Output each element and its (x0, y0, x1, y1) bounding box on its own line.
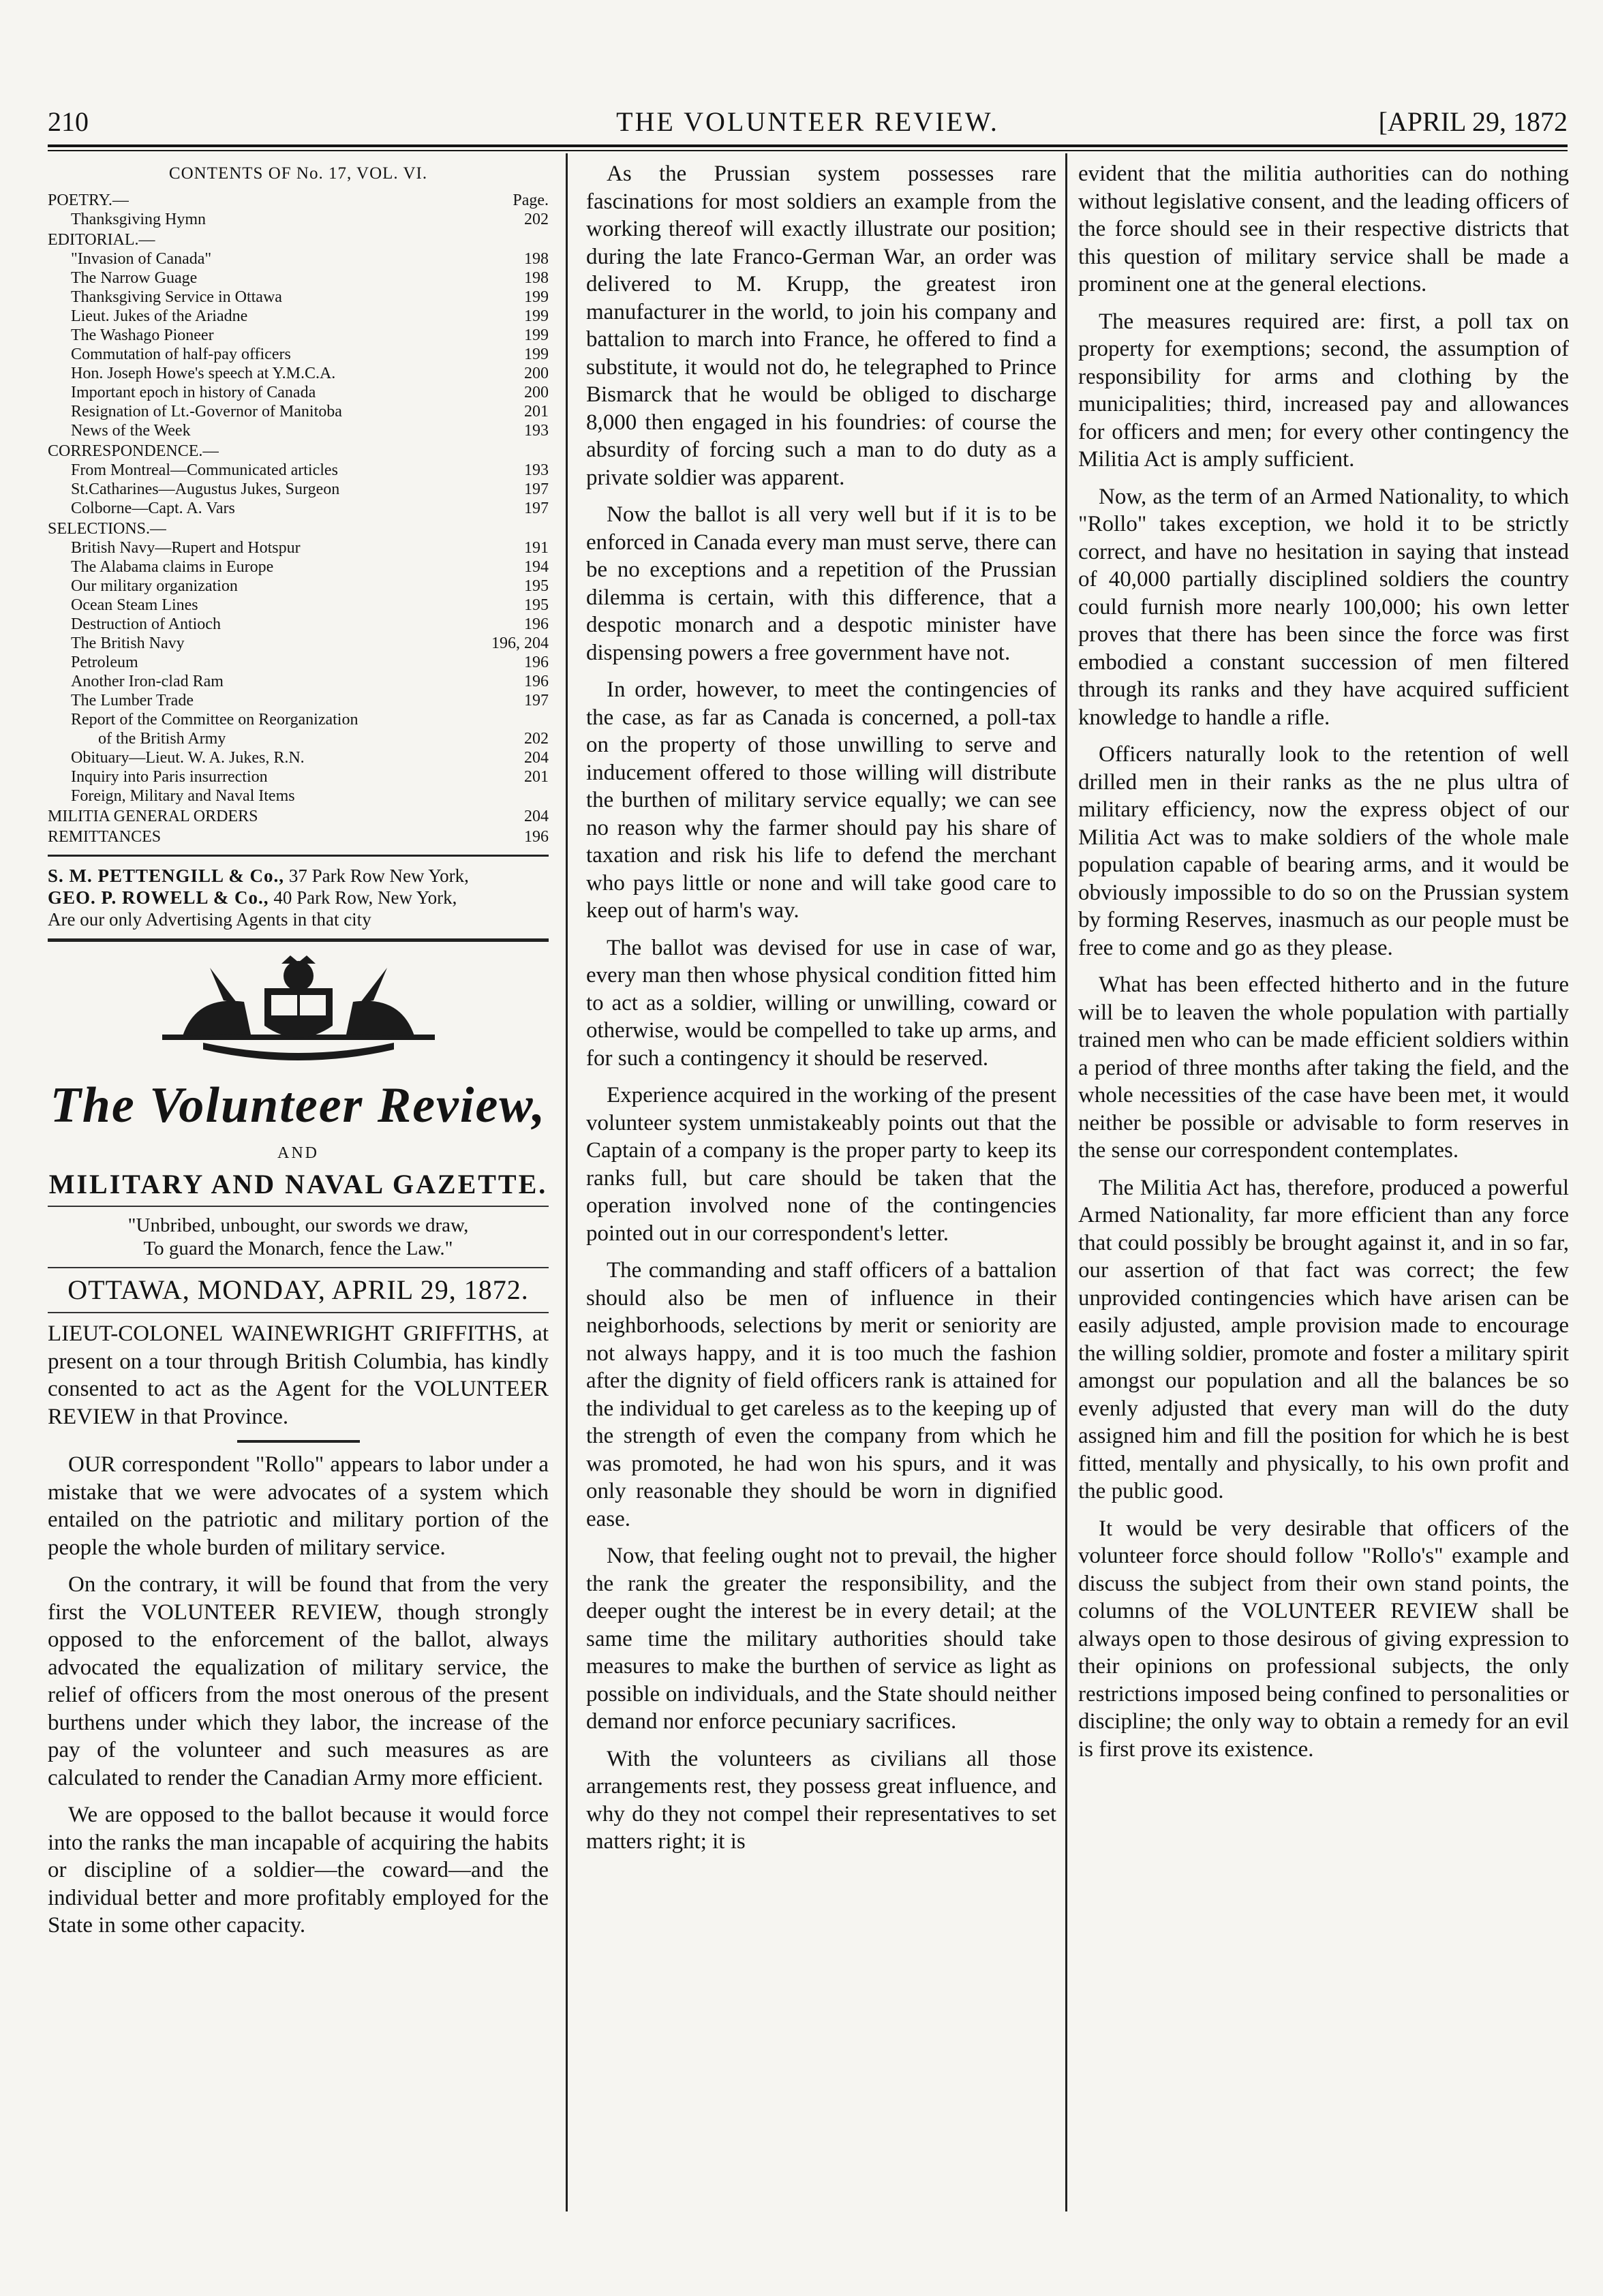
column-3 (1078, 160, 1569, 2211)
toc-entry: Petroleum 196 (71, 653, 549, 671)
article-paragraph: What has been effected hitherto and in the future will be to leaven the whole population with partially trained men who can be made efficient soldiers within a period of three months after taking the field, and the whole necessities of the case have been met, it would neither be possible or advisable to form reserves in the sense our correspondent contemplates. (1078, 973, 1569, 1163)
toc-entry: "Invasion of Canada" 198 (71, 249, 549, 268)
toc-entry: The British Navy 196, 204 (71, 634, 549, 652)
agent-1: S. M. PETTENGILL & Co., 37 Park Row New York, (48, 865, 469, 886)
dateline: OTTAWA, MONDAY, APRIL 29, 1872. (67, 1274, 529, 1305)
article-paragraph: As the Prussian system possesses rare fascinations for most soldiers an example from the working thereof will exactly illustrate our position; during the late Franco-German War, an order was delivered to M. Krupp, the greatest iron manufacturer in the world, to join his company and battalion to march into France, he offered to find a substitute, it would not do, he telegraphed to Prince Bismarck that he would be obliged to discharge 8,000 then engaged in his foundries: of course the absurdity of forcing such a man to do duty as a private soldier was apparent. (586, 162, 1056, 490)
divider (48, 855, 549, 857)
table-of-contents (48, 191, 549, 846)
motto: "Unbribed, unbought, our swords we draw, To guard the Monarch, fence the Law." (127, 1214, 469, 1259)
toc-entry: The Washago Pioneer 199 (71, 326, 549, 344)
toc-section-heading: EDITORIAL.— (48, 230, 155, 249)
toc-entry: From Montreal—Communicated articles 193 (71, 461, 549, 479)
toc-entry: of the British Army 202 (98, 729, 549, 748)
article-paragraph: Officers naturally look to the retention of well drilled men in their ranks as the ne plus ultra of military efficiency, now the express object of our Militia Act was to make soldiers of the whole male population capable of bearing arms, and it would be obviously impossible to do so on the Prussian system by forming Reserves, inasmuch as our people must be free to come and go as they please. (1078, 742, 1569, 960)
toc-entry: Important epoch in history of Canada 200 (71, 383, 549, 401)
running-header (48, 106, 1568, 147)
article-paragraph: Experience acquired in the working of the present volunteer system unmistakeably points out that the Captain of a company is the proper party to keep its ranks full, but care should be taken that the operation involved none of the contingencies pointed out in our correspondent's letter. (586, 1083, 1056, 1246)
advertising-agents (48, 865, 549, 930)
article-paragraph: Now the ballot is all very well but if it is to be enforced in Canada every man must serve, there can be no exceptions and a repetition of the Prussian dilemma is certain, with this difference, that a despotic monarch and a despotic minister have dispensing powers a free government have not. (586, 502, 1056, 665)
article-paragraph: With the volunteers as civilians all those arrangements rest, they possess great influence, and why do they not compel their representatives to set matters right; it is (586, 1746, 1056, 1854)
article-paragraph: The measures required are: first, a poll tax on property for exemptions; second, the assumption of responsibility for arms and clothing by the municipalities; third, increased pay and allowances for officers and men; for every other contingency the Militia Act is amply sufficient. (1078, 309, 1569, 472)
toc-entry: Inquiry into Paris insurrection 201 (71, 767, 549, 786)
toc-section-heading: MILITIA GENERAL ORDERS 204 (48, 807, 549, 825)
toc-section-heading: REMITTANCES 196 (48, 827, 549, 846)
toc-entry: The Lumber Trade 197 (71, 691, 549, 709)
toc-entry: St.Catharines—Augustus Jukes, Surgeon 197 (71, 480, 549, 498)
article-paragraph: In order, however, to meet the contingencies of the case, as far as Canada is concerned, a poll-tax on the property of those unwilling to serve and inducement offered to those willing will distribute the burthen of military service equally; we can see no reason why the farmer should pay his share of taxation and risk his life to defend the merchant who pays little or none and will take good care to keep out of harm's way. (586, 677, 1056, 923)
toc-entry: The Narrow Guage 198 (71, 269, 549, 287)
toc-entry: Destruction of Antioch 196 (71, 615, 549, 633)
toc-section-heading: POETRY.— Page. (48, 191, 549, 209)
masthead-subtitle: MILITARY AND NAVAL GAZETTE. (48, 1169, 548, 1199)
toc-section-heading: CORRESPONDENCE.— (48, 442, 219, 460)
article-paragraph: Now, as the term of an Armed Nationality, to which "Rollo" takes exception, we hold it to be strictly correct, and have no hesitation in saying that instead of 40,000 partially disciplined soldiers the country could furnish more nearly 100,000; his own letter proves that there has been since the force was first embodied a constant succession of men filtered through its ranks and they have acquired sufficient knowledge to handle a rifle. (1078, 484, 1569, 730)
toc-entry: Thanksgiving Hymn 202 (71, 210, 549, 228)
divider (48, 1206, 549, 1207)
agent-2: GEO. P. ROWELL & Co., 40 Park Row, New York, (48, 887, 457, 908)
masthead-title: The Volunteer Review, (50, 1077, 547, 1133)
masthead-and: AND (277, 1144, 319, 1162)
running-date: [APRIL 29, 1872 (1378, 106, 1568, 137)
toc-entry: Foreign, Military and Naval Items (71, 786, 295, 805)
toc-section-heading: SELECTIONS.— (48, 519, 166, 538)
toc-entry: Another Iron-clad Ram 196 (71, 672, 549, 690)
toc-entry: Resignation of Lt.-Governor of Manitoba 201 (71, 402, 549, 420)
header-rule-thin (48, 150, 1568, 151)
toc-entry: Report of the Committee on Reorganization (71, 710, 358, 729)
agents-note: Are our only Advertising Agents in that city (48, 908, 371, 930)
toc-entry: News of the Week 193 (71, 421, 549, 440)
toc-entry: Commutation of half-pay officers 199 (71, 345, 549, 363)
article-paragraph: The commanding and staff officers of a battalion should also be men of influence in their neighborhoods, selections by merit or seniority are not always happy, and it is too much the fashion after the dignity of field officers rank is attained for the individual to get careless as to the keeping up of the strength of even the company from which he was promoted, he had won his spurs, and it was only reasonable they should be worn in dignified ease. (586, 1258, 1056, 1531)
article-paragraph: It would be very desirable that officers of the volunteer force should follow "Rollo's" example and discuss the subject from their own stand points, the columns of the VOLUNTEER REVIEW shall be always open to those desirous of giving expression to their opinions on professional subjects, the only restrictions imposed being confined to personalities or discipline; the only way to obtain a remedy for an evil is first prove its existence. (1078, 1516, 1569, 1762)
article-paragraph: Now, that feeling ought not to prevail, the higher the rank the greater the responsibility, and the deeper ought the interest be in every detail; at the same time the military authorities should take measures to make the burthen of service as light as possible on individuals, and the State should neither demand nor enforce pecuniary sacrifices. (586, 1544, 1056, 1734)
divider (48, 1312, 549, 1313)
toc-entry: Hon. Joseph Howe's speech at Y.M.C.A. 200 (71, 364, 549, 382)
column-1 (48, 160, 549, 2211)
royal-crest-emblem (135, 954, 462, 1070)
column-2 (586, 160, 1056, 2211)
notice-paragraph: LIEUT-COLONEL WAINEWRIGHT GRIFFITHS, at present on a tour through British Columbia, has kindly consented to act as the Agent for the VOLUNTEER REVIEW in that Province. (48, 1321, 549, 1429)
column-divider-2 (1065, 153, 1067, 2211)
article-paragraph: On the contrary, it will be found that from the very first the VOLUNTEER REVIEW, though strongly opposed to the enforcement of the ballot, always advocated the equalization of military service, the relief of officers from the most onerous of the present burthens under which they labor, the increase of the pay of the volunteer and such measures as are calculated to render the Canadian Army more efficient. (48, 1572, 549, 1790)
divider (48, 938, 549, 942)
article-paragraph: The ballot was devised for use in case of war, every man then whose physical condition fitted him to act as a soldier, willing or unwilling, coward or otherwise, would be compelled to take up arms, and for such a contingency it should be reserved. (586, 935, 1056, 1071)
toc-entry: British Navy—Rupert and Hotspur 191 (71, 538, 549, 557)
toc-entry: Thanksgiving Service in Ottawa 199 (71, 288, 549, 306)
article-paragraph: We are opposed to the ballot because it would force into the ranks the man incapable of acquiring the habits or discipline of a soldier—the coward—and the individual better and more profitably employed for the State in some other capacity. (48, 1803, 549, 1938)
short-divider (237, 1440, 360, 1443)
page-number: 210 (48, 106, 89, 137)
toc-entry: The Alabama claims in Europe 194 (71, 557, 549, 576)
contents-title: CONTENTS OF No. 17, VOL. VI. (168, 164, 428, 183)
article-paragraph: OUR correspondent "Rollo" appears to labor under a mistake that we were advocates of a system which entailed on the patriotic and military portion of the people the whole burden of military service. (48, 1452, 549, 1560)
toc-entry: Obituary—Lieut. W. A. Jukes, R.N. 204 (71, 748, 549, 767)
article-paragraph: evident that the militia authorities can do nothing without legislative consent, and the leading officers of the force should see in their respective districts that this question of military service shall be made a prominent one at the general elections. (1078, 162, 1569, 296)
toc-entry: Colborne—Capt. A. Vars 197 (71, 499, 549, 517)
toc-entry: Our military organization 195 (71, 577, 549, 595)
column-divider-1 (566, 153, 568, 2211)
running-title: THE VOLUNTEER REVIEW. (616, 106, 999, 137)
header-rule (48, 144, 1568, 147)
toc-entry: Ocean Steam Lines 195 (71, 596, 549, 614)
article-paragraph: The Militia Act has, therefore, produced a powerful Armed Nationality, far more efficient than any force that could possibly be brought against it, and in so far, our assertion of that fact was correct; the few unprovided contingencies which have arisen can be easily adjusted, ample provision made to encourage the willing soldier, promote and foster a military spirit amongst our population and all the balances be so evenly adjusted that every man will do the duty assigned him and fill the position for which he is best fitted, mentally and physically, to his own profit and the public good. (1078, 1175, 1569, 1503)
divider (48, 1267, 549, 1268)
toc-entry: Lieut. Jukes of the Ariadne 199 (71, 307, 549, 325)
